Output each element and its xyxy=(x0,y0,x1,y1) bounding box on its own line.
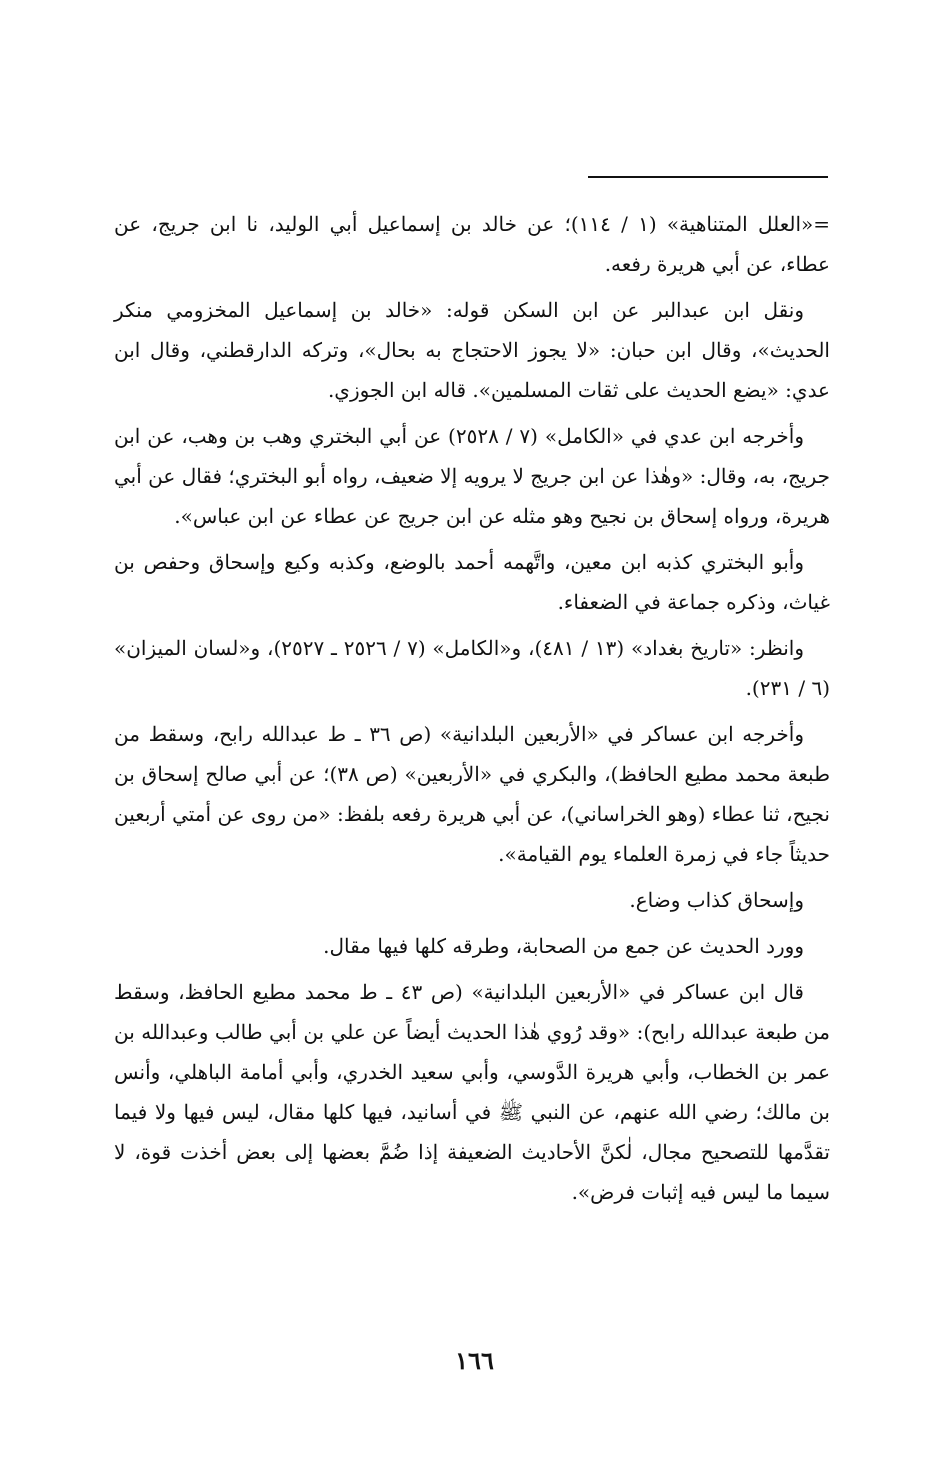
paragraph: وانظر: «تاريخ بغداد» (١٣ / ٤٨١)، و«الكامل» (٧ / ٢٥٢٦ ـ ٢٥٢٧)، و«لسان الميزان» (٦ / ٢٣١). xyxy=(114,636,830,700)
paragraph: وورد الحديث عن جمع من الصحابة، وطرقه كلها فيها مقال. xyxy=(323,934,804,958)
footnote-separator-rule xyxy=(588,176,828,178)
page-number: ١٦٦ xyxy=(455,1346,494,1375)
paragraph: قال ابن عساكر في «الأربعين البلدانية» (ص ٤٣ ـ ط محمد مطيع الحافظ، وسقط من طبعة عبدالله رابح): «وقد رُوي هٰذا الحديث أيضاً عن علي بن أبي طالب وعبدالله بن عمر بن الخطاب، وأبي هريرة الدَّوسي، وأبي سعيد الخدري، وأبي أمامة الباهلي، وأنس بن مالك؛ رضي الله عنهم، عن النبي ﷺ في أسانيد، فيها كلها مقال، ليس فيها ولا فيما تقدَّمها للتصحيح مجال، لٰكنَّ الأحاديث الضعيفة إذا ضُمَّ بعضها إلى بعض أخذت قوة، لا سيما ما ليس فيه إثبات فرض». xyxy=(114,980,830,1204)
paragraph-continuation: =«العلل المتناهية» (١ / ١١٤)؛ عن خالد بن إسماعيل أبي الوليد، نا ابن جريج، عن عطاء، عن أبي هريرة رفعه. xyxy=(114,212,831,276)
paragraph: وأخرجه ابن عدي في «الكامل» (٧ / ٢٥٢٨) عن أبي البختري وهب بن وهب، عن ابن جريج، به، وقال: «وهٰذا عن ابن جريج لا يرويه إلا ضعيف، رواه أبو البختري؛ فقال عن أبي هريرة، ورواه إسحاق بن نجيح وهو مثله عن ابن جريج عن عطاء عن ابن عباس». xyxy=(114,424,830,528)
paragraph: ونقل ابن عبدالبر عن ابن السكن قوله: «خالد بن إسماعيل المخزومي منكر الحديث»، وقال ابن حبان: «لا يجوز الاحتجاج به بحال»، وتركه الدارقطني، وقال ابن عدي: «يضع الحديث على ثقات المسلمين». قاله ابن الجوزي. xyxy=(114,298,830,402)
paragraph: وأخرجه ابن عساكر في «الأربعين البلدانية» (ص ٣٦ ـ ط عبدالله رابح، وسقط من طبعة محمد مطيع الحافظ)، والبكري في «الأربعين» (ص ٣٨)؛ عن أبي صالح إسحاق بن نجيح، ثنا عطاء (وهو الخراساني)، عن أبي هريرة رفعه بلفظ: «من روى عن أمتي أربعين حديثاً جاء في زمرة العلماء يوم القيامة». xyxy=(114,722,831,866)
paragraph: وإسحاق كذاب وضاع. xyxy=(629,888,804,912)
paragraph: وأبو البختري كذبه ابن معين، واتَّهمه أحمد بالوضع، وكذبه وكيع وإسحاق وحفص بن غياث، وذكره جماعة في الضعفاء. xyxy=(114,550,830,614)
footnote-text-block xyxy=(114,204,830,1218)
